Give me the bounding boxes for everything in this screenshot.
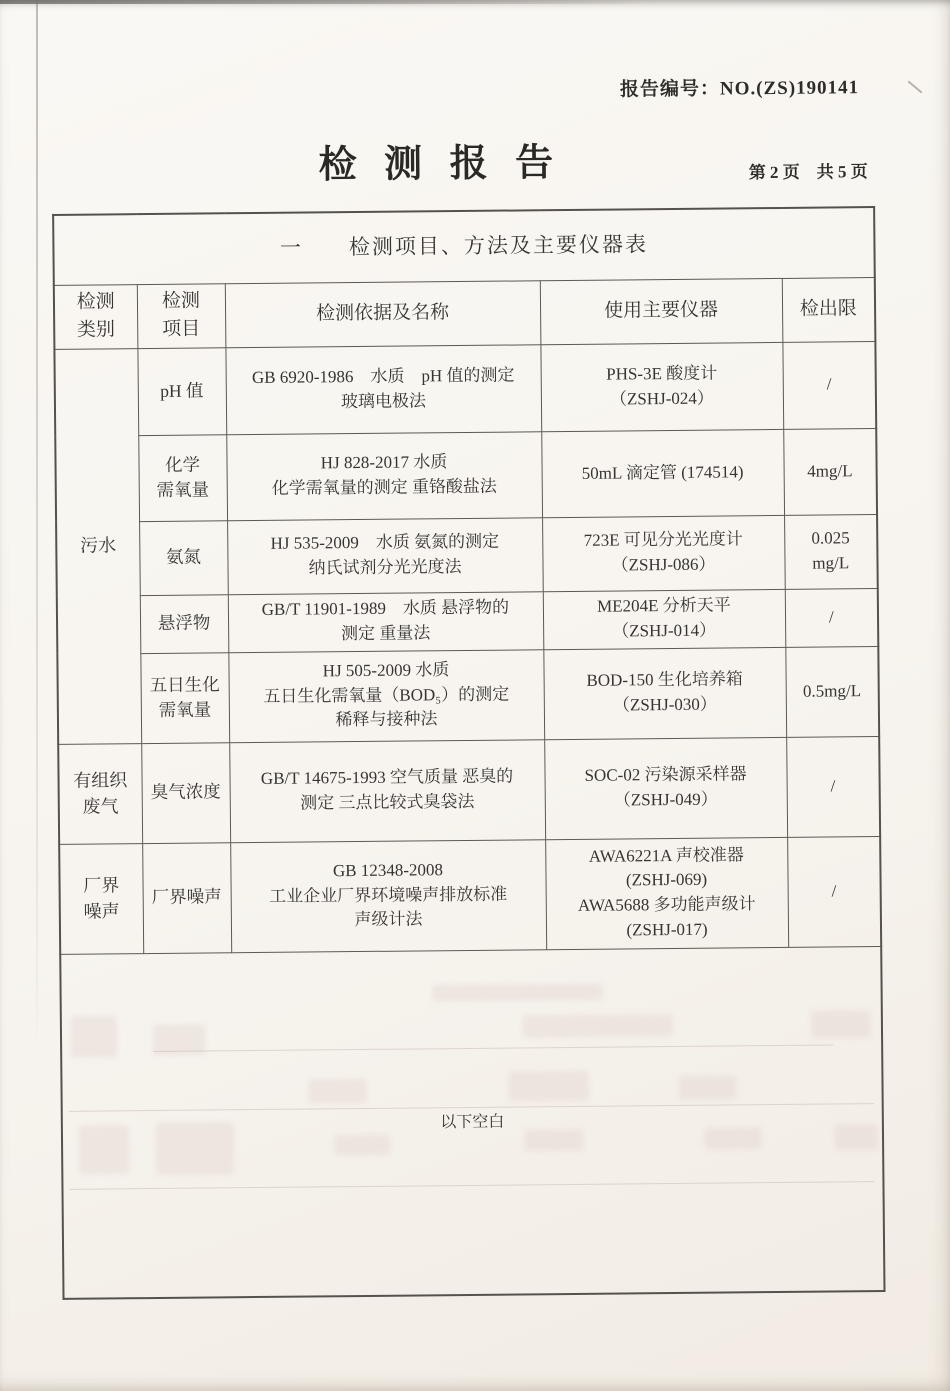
page-number-info: 第 2 页 共 5 页 xyxy=(748,162,868,183)
page-title: 检 测 报 告 xyxy=(318,142,563,187)
method-cell: HJ 828-2017 水质 化学需氧量的测定 重铬酸盐法 xyxy=(226,431,542,520)
instrument-cell: 723E 可见分光光度计 （ZSHJ-086） xyxy=(542,515,785,591)
report-number xyxy=(620,72,859,101)
method-cell: GB/T 11901-1989 水质 悬浮物的 测定 重量法 xyxy=(228,591,544,652)
report-table xyxy=(52,206,885,1300)
item-cell: 悬浮物 xyxy=(140,594,229,653)
instrument-cell: SOC-02 污染源采样器 （ZSHJ-049） xyxy=(544,737,787,839)
item-cell: 五日生化 需氧量 xyxy=(140,652,229,743)
table-row xyxy=(55,428,877,522)
method-cell: GB 12348-2008 工业企业厂界环境噪声排放标准 声级计法 xyxy=(230,839,546,952)
col-header-method: 检测依据及名称 xyxy=(225,280,541,347)
method-cell: GB/T 14675-1993 空气质量 恶臭的 测定 三点比较式臭袋法 xyxy=(229,739,545,842)
method-cell: GB 6920-1986 水质 pH 值的测定 玻璃电极法 xyxy=(225,344,541,434)
limit-cell: / xyxy=(785,588,879,647)
table-row xyxy=(57,646,879,744)
instrument-cell: PHS-3E 酸度计 （ZSHJ-024） xyxy=(540,342,783,431)
method-cell: HJ 535-2009 水质 氨氮的测定 纳氏试剂分光光度法 xyxy=(227,517,543,594)
item-cell: 化学 需氧量 xyxy=(138,434,227,521)
method-cell: HJ 505-2009 水质 五日生化需氧量（BOD₅）的测定 稀释与接种法 xyxy=(228,649,544,742)
item-cell: 厂界噪声 xyxy=(142,842,231,953)
table-row xyxy=(60,946,884,1299)
limit-cell: 0.5mg/L xyxy=(785,646,879,737)
instrument-cell: AWA6221A 声校准器 (ZSHJ-069) AWA5688 多功能声级计 (ZSHJ-017) xyxy=(545,837,788,949)
table-row xyxy=(57,588,879,654)
col-header-category: 检测 类别 xyxy=(54,284,138,349)
col-header-item: 检测 项目 xyxy=(137,283,226,348)
table-caption: 一 检测项目、方法及主要仪器表 xyxy=(53,207,875,285)
limit-cell: / xyxy=(782,341,876,429)
limit-cell: 4mg/L xyxy=(783,428,877,515)
category-cell-boundary-noise: 厂界 噪声 xyxy=(59,843,143,954)
report-number-value: NO.(ZS)190141 xyxy=(719,77,860,100)
table-row xyxy=(58,736,880,844)
report-number-label: 报告编号： xyxy=(619,78,721,101)
table-row xyxy=(54,341,876,436)
col-header-instrument: 使用主要仪器 xyxy=(540,278,783,344)
instrument-cell: 50mL 滴定管 (174514) xyxy=(541,429,784,517)
limit-cell: 0.025 mg/L xyxy=(784,514,878,589)
limit-cell: / xyxy=(787,836,881,947)
instrument-cell: ME204E 分析天平 （ZSHJ-014） xyxy=(543,589,786,649)
instrument-cell: BOD-150 生化培养箱 （ZSHJ-030） xyxy=(543,647,786,739)
item-cell: 氨氮 xyxy=(139,520,228,595)
blank-note-cell: 以下空白 xyxy=(60,946,884,1299)
col-header-limit: 检出限 xyxy=(782,277,876,342)
table-row xyxy=(59,836,881,954)
item-cell: pH 值 xyxy=(137,347,226,435)
category-cell-wastewater: 污水 xyxy=(54,348,141,744)
category-cell-organized-exhaust: 有组织 废气 xyxy=(58,743,142,844)
item-cell: 臭气浓度 xyxy=(141,742,230,843)
table-row xyxy=(56,514,878,596)
limit-cell: / xyxy=(786,736,880,837)
